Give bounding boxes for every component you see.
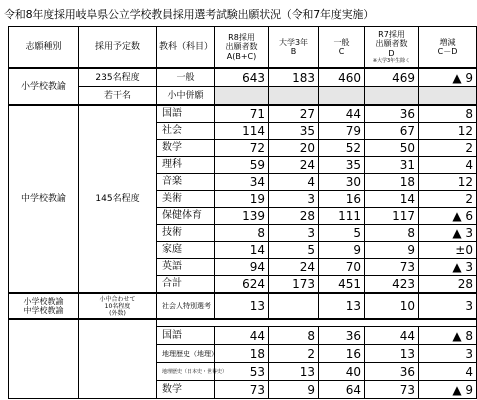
total-row: 合計 624 173 451 423 28 xyxy=(9,276,477,294)
plan-cell: 小中合わせて 10名程度 (外数) xyxy=(79,293,157,319)
header-plan: 採用予定数 xyxy=(79,27,157,69)
header-change: 増減 C－D xyxy=(419,27,477,69)
plan-cell: 145名程度 xyxy=(79,105,157,293)
type-cell: 中学校教諭 xyxy=(9,105,79,293)
table-row: 音楽 34 4 30 18 12 xyxy=(9,174,477,191)
table-row: 地理歴史（日本史・世界史） 53 13 40 36 4 xyxy=(9,363,477,381)
table-row: 理科 59 24 35 31 4 xyxy=(9,157,477,174)
header-row xyxy=(9,27,477,69)
header-university-3rd: 大学3年 B xyxy=(269,27,319,69)
type-cell: 小学校教諭 中学校教諭 xyxy=(9,293,79,319)
table-row: 家庭 14 5 9 9 ±0 xyxy=(9,242,477,259)
header-applicants-r7: R7採用 出願者数 D ※大学3年生除く xyxy=(365,27,419,69)
table-row: 国語 44 8 36 44 ▲ 8 xyxy=(9,327,477,345)
table-row: 中学校教諭 145名程度 国語 71 27 44 36 8 xyxy=(9,105,477,123)
header-subject: 教科（科目） xyxy=(157,27,215,69)
table-row: 英語 94 24 70 73 ▲ 3 xyxy=(9,259,477,276)
table-row: 地理歴史（地理） 18 2 16 13 3 xyxy=(9,345,477,363)
table-row: 技術 8 3 5 8 ▲ 3 xyxy=(9,225,477,242)
page-title: 令和8年度採用岐阜県公立学校教員採用選考試験出願状況（令和7年度実施） xyxy=(4,8,374,21)
table-row: 若干名 小中併願 xyxy=(9,87,477,106)
spacer-row xyxy=(9,319,477,327)
type-cell: 小学校教諭 xyxy=(9,68,79,105)
table-row: 社会 114 35 79 67 12 xyxy=(9,123,477,140)
header-applicants-r8: R8採用 出願者数 A(B+C) xyxy=(215,27,269,69)
table-row: 小学校教諭 235名程度 一般 643 183 460 469 ▲ 9 xyxy=(9,68,477,87)
header-general: 一般 C xyxy=(319,27,365,69)
table-row: 数学 73 9 64 73 ▲ 9 xyxy=(9,381,477,399)
table-row: 保健体育 139 28 111 117 ▲ 6 xyxy=(9,208,477,225)
table-row: 数学 72 20 52 50 2 xyxy=(9,140,477,157)
header-type: 志願種別 xyxy=(9,27,79,69)
application-status-table xyxy=(8,26,473,399)
table-row: 美術 19 3 16 14 2 xyxy=(9,191,477,208)
table-row: 小学校教諭 中学校教諭 小中合わせて 10名程度 (外数) 社会人特別選考 13 13 10 3 xyxy=(9,293,477,319)
